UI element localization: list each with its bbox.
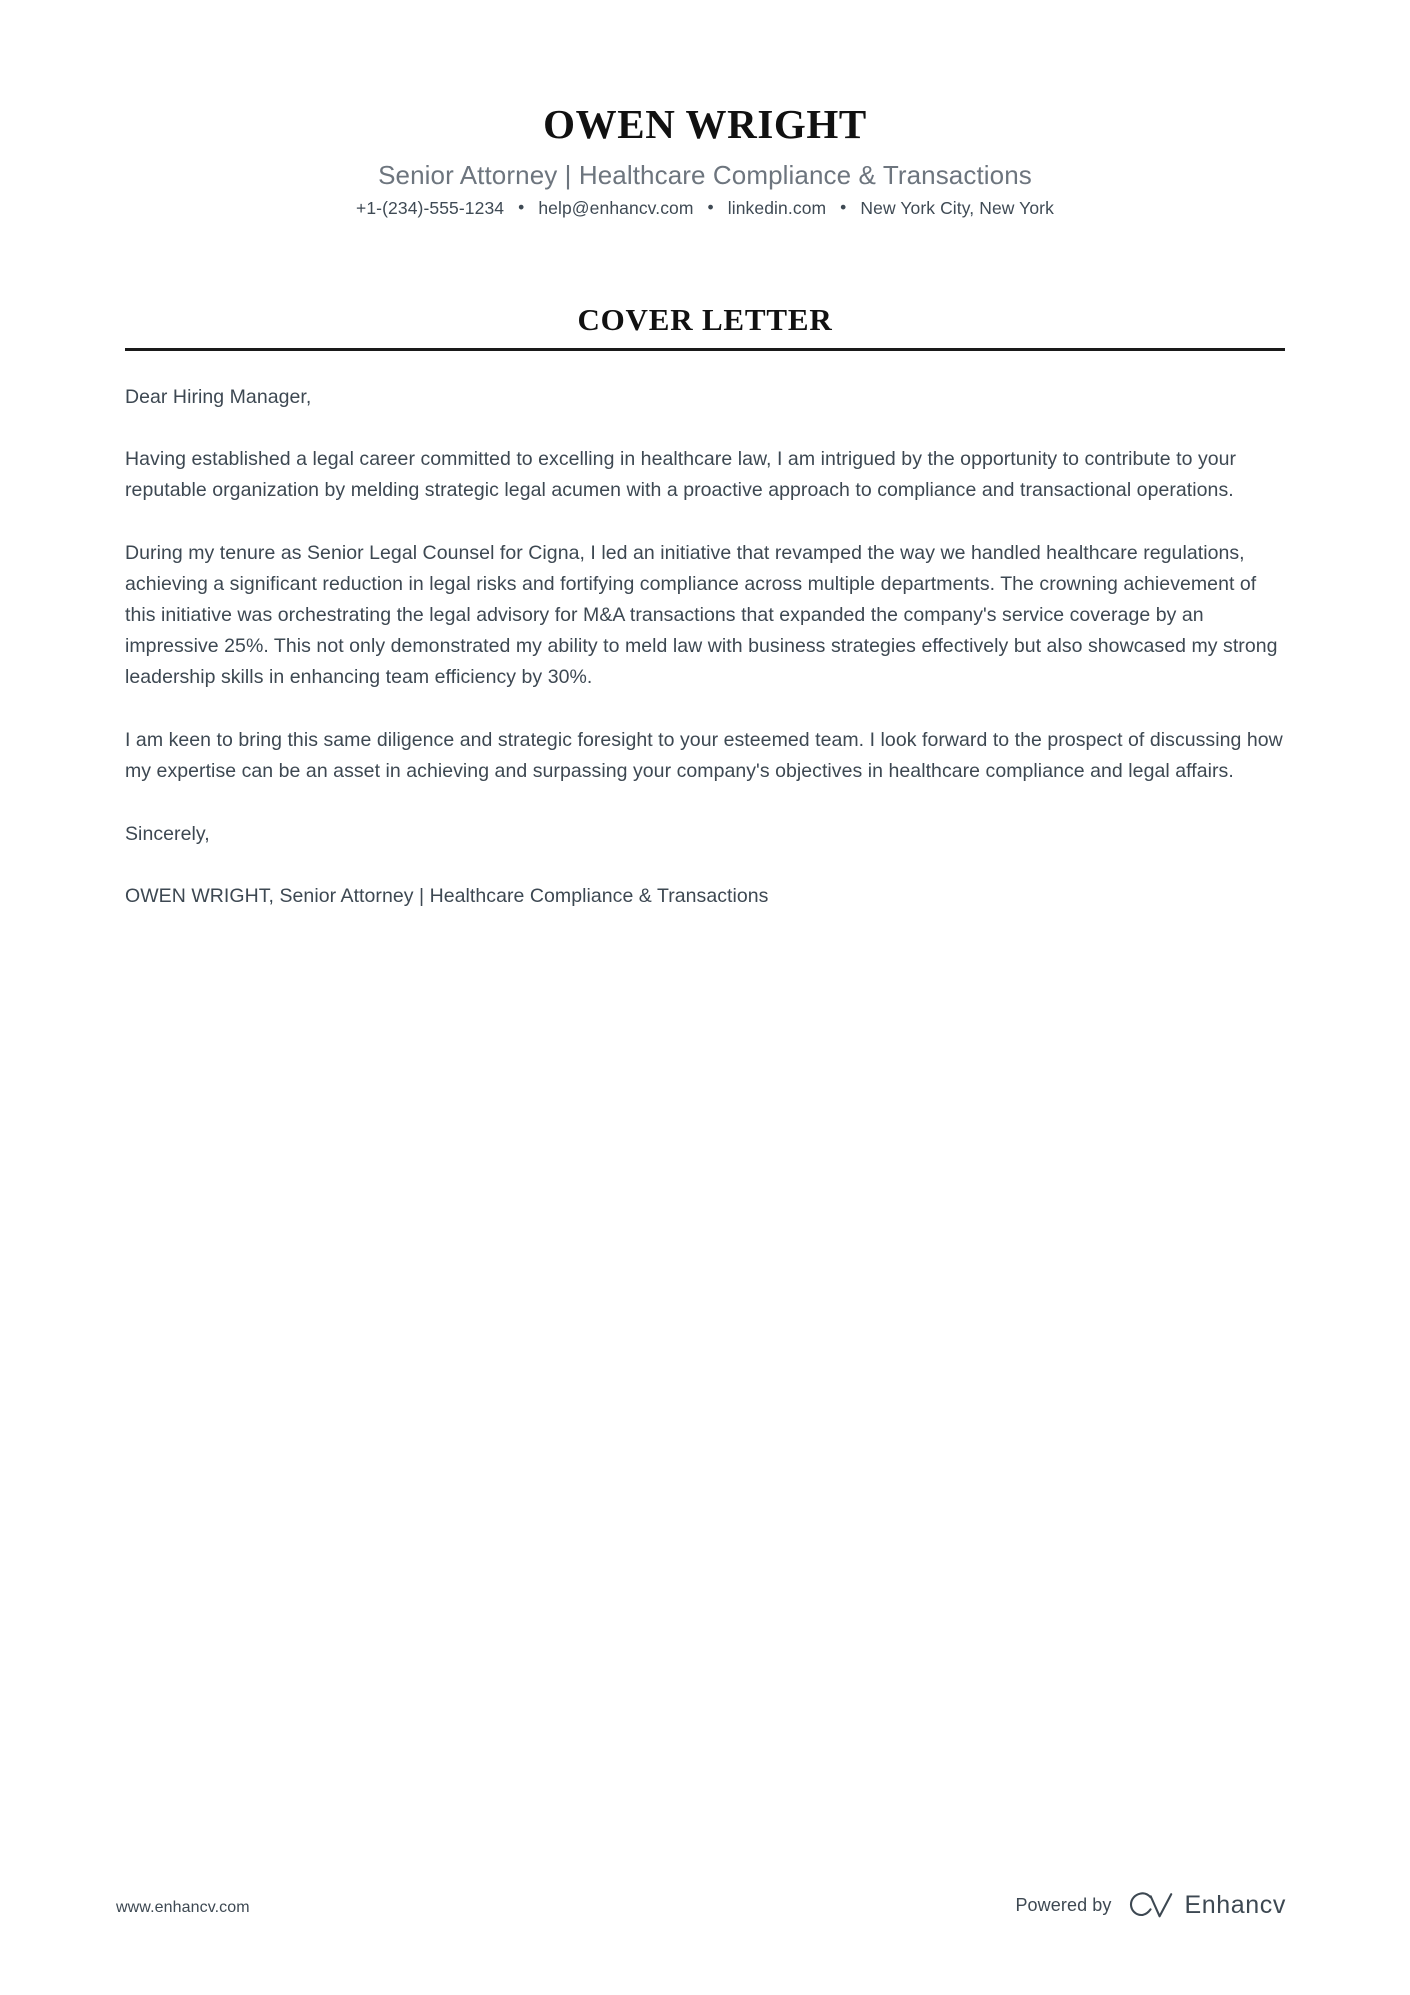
candidate-headline: Senior Attorney | Healthcare Compliance & Transactions bbox=[378, 160, 1032, 190]
letter-paragraph-1: Having established a legal career committed to excelling in healthcare law, I am intrigued by the opportunity to contribute to your reputable organization by melding strategic legal acumen with a proactive approach to compliance and transactional operations. bbox=[125, 448, 1237, 501]
contact-linkedin[interactable]: linkedin.com bbox=[727, 197, 827, 218]
enhancv-wordmark: Enhancv bbox=[1184, 1891, 1286, 1919]
contact-location: New York City, New York bbox=[860, 197, 1054, 218]
section-divider bbox=[125, 348, 1285, 351]
section-title-cover-letter: COVER LETTER bbox=[577, 302, 833, 337]
powered-by-label: Powered by bbox=[1015, 1895, 1112, 1915]
bullet-separator-icon: • bbox=[518, 196, 525, 217]
letter-paragraph-3: I am keen to bring this same diligence and strategic foresight to your esteemed team. I look forward to the prospect of discussing how my expertise can be an asset in achieving and surpassing your company's objectives in healthcare compliance and legal affairs. bbox=[125, 729, 1283, 782]
bullet-separator-icon: • bbox=[707, 196, 714, 217]
contact-email[interactable]: help@enhancv.com bbox=[538, 197, 694, 218]
letter-body bbox=[125, 382, 1285, 912]
letter-signature: OWEN WRIGHT, Senior Attorney | Healthcare Compliance & Transactions bbox=[125, 885, 769, 907]
page-footer bbox=[0, 1891, 1410, 1931]
contact-line bbox=[0, 198, 1410, 219]
enhancv-logo bbox=[1128, 1891, 1287, 1920]
letter-closing: Sincerely, bbox=[125, 823, 210, 845]
footer-website-url[interactable]: www.enhancv.com bbox=[116, 1899, 250, 1916]
document-header bbox=[0, 101, 1410, 219]
contact-phone: +1-(234)-555-1234 bbox=[356, 197, 505, 218]
candidate-name: OWEN WRIGHT bbox=[543, 101, 867, 147]
enhancv-infinity-logo-icon bbox=[1128, 1892, 1174, 1919]
footer-branding bbox=[1015, 1891, 1286, 1920]
bullet-separator-icon: • bbox=[840, 196, 847, 217]
letter-salutation: Dear Hiring Manager, bbox=[125, 386, 312, 408]
letter-paragraph-2: During my tenure as Senior Legal Counsel for Cigna, I led an initiative that revamped the way we handled healthcare regulations, achieving a significant reduction in legal risks and fortifying compliance across multiple departments. The crowning achievement of this initiative was orchestrating the legal advisory for M&A transactions that expanded the company's service coverage by an impressive 25%. This not only demonstrated my ability to meld law with business strategies effectively but also showcased my strong leadership skills in enhancing team efficiency by 30%. bbox=[125, 542, 1278, 688]
